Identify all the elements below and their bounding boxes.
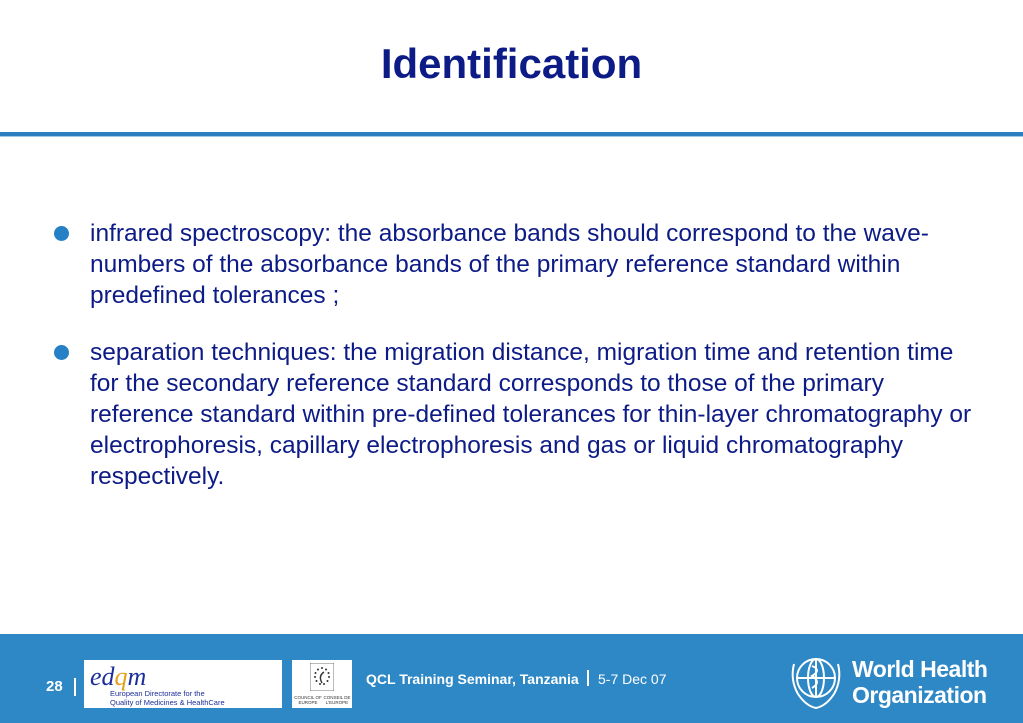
bullet-text: separation techniques: the migration distance, migration time and retention time for the secondary reference standard corresponds to those of the primary reference standard within pre-defined tolerances for thin-layer chromatography or electrophoresis, capillary electrophoresis and gas or liquid chromatography respectively. — [90, 339, 972, 490]
footer-separator — [74, 678, 76, 696]
edqm-logo — [84, 660, 282, 708]
council-of-europe-stars-icon — [310, 663, 334, 691]
council-of-europe-logo — [292, 660, 352, 708]
bullet-text: infrared spectroscopy: the absorbance bands should correspond to the wave-numbers of the absorbance bands of the primary reference standard within predefined tolerances ; — [90, 220, 929, 309]
who-logo-line: Organization — [852, 682, 987, 708]
page-number: 28 — [46, 678, 63, 695]
edqm-wordmark: edqm — [90, 662, 147, 691]
bullet-dot-icon — [54, 226, 69, 241]
who-logo-text — [852, 656, 987, 708]
seminar-title: QCL Training Seminar, Tanzania — [366, 671, 579, 687]
bullet-item — [52, 218, 972, 311]
bullet-dot-icon — [54, 345, 69, 360]
slide-title: Identification — [380, 40, 643, 87]
edqm-tagline-line: Quality of Medicines & HealthCare — [110, 698, 225, 707]
seminar-date: 5-7 Dec 07 — [598, 671, 667, 687]
who-emblem-icon — [786, 650, 846, 712]
coe-label-fr: CONSEIL DE L'EUROPE — [323, 695, 351, 705]
title-divider — [0, 132, 1023, 137]
footer-separator — [587, 670, 589, 686]
who-logo-line: World Health — [852, 656, 988, 682]
footer-bar — [0, 634, 1023, 723]
bullet-item — [52, 337, 972, 492]
edqm-tagline-line: European Directorate for the — [110, 689, 205, 698]
coe-label-en: COUNCIL OF EUROPE — [294, 695, 322, 705]
edqm-tagline — [110, 689, 225, 707]
bullet-list — [52, 218, 972, 518]
